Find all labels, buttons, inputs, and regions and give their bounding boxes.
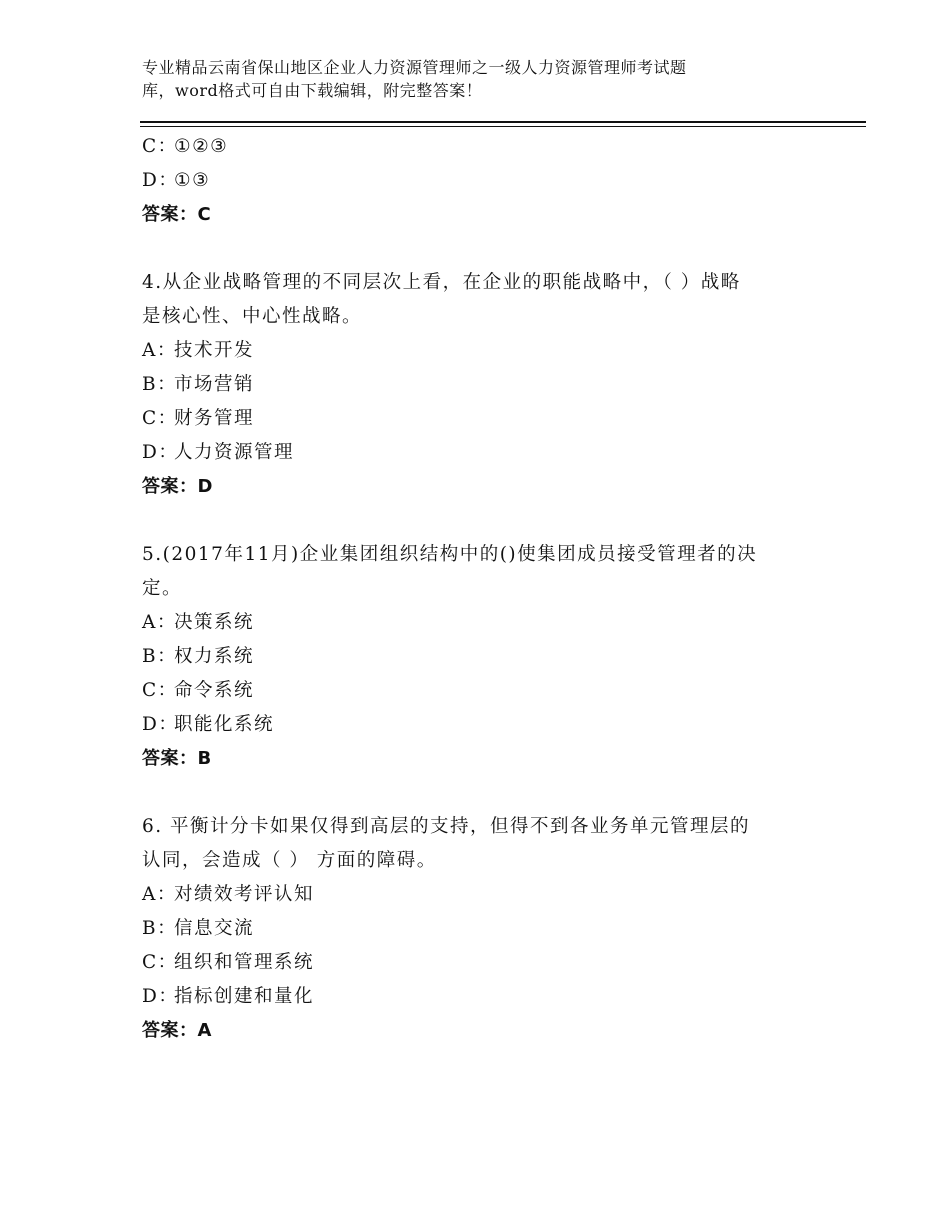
question-6-line-2: 认同，会造成（ ） 方面的障碍。 (142, 850, 437, 871)
answer: 答案：D (142, 476, 213, 497)
option-d: D：人力资源管理 (142, 442, 295, 463)
question-5-line-1: 5.(2017年11月)企业集团组织结构中的()使集团成员接受管理者的决 (142, 544, 758, 565)
answer: 答案：C (142, 204, 212, 225)
option-c: C：财务管理 (142, 408, 255, 429)
option-a: A：对绩效考评认知 (142, 884, 315, 905)
header-line-1: 专业精品云南省保山地区企业人力资源管理师之一级人力资源管理师考试题 (142, 58, 687, 77)
option-c: C：①②③ (142, 136, 229, 157)
question-4-line-1: 4.从企业战略管理的不同层次上看，在企业的职能战略中，（ ）战略 (142, 272, 741, 293)
header-rule-thick (140, 121, 866, 123)
option-b: B：市场营销 (142, 374, 255, 395)
option-d: D：指标创建和量化 (142, 986, 315, 1007)
option-d: D：①③ (142, 170, 211, 191)
answer: 答案：A (142, 1020, 212, 1041)
header-line-2: 库，word格式可自由下载编辑，附完整答案！ (142, 81, 483, 100)
option-b: B：权力系统 (142, 646, 255, 667)
option-c: C：组织和管理系统 (142, 952, 315, 973)
answer: 答案：B (142, 748, 212, 769)
document-header (142, 56, 822, 102)
question-4-line-2: 是核心性、中心性战略。 (142, 306, 363, 327)
question-6-line-1: 6. 平衡计分卡如果仅得到高层的支持，但得不到各业务单元管理层的 (142, 816, 751, 837)
option-a: A：决策系统 (142, 612, 255, 633)
header-rule-thin (140, 126, 866, 127)
option-a: A：技术开发 (142, 340, 255, 361)
option-c: C：命令系统 (142, 680, 255, 701)
question-content (142, 130, 812, 1048)
question-5-line-2: 定。 (142, 578, 183, 599)
option-b: B：信息交流 (142, 918, 255, 939)
option-d: D：职能化系统 (142, 714, 275, 735)
